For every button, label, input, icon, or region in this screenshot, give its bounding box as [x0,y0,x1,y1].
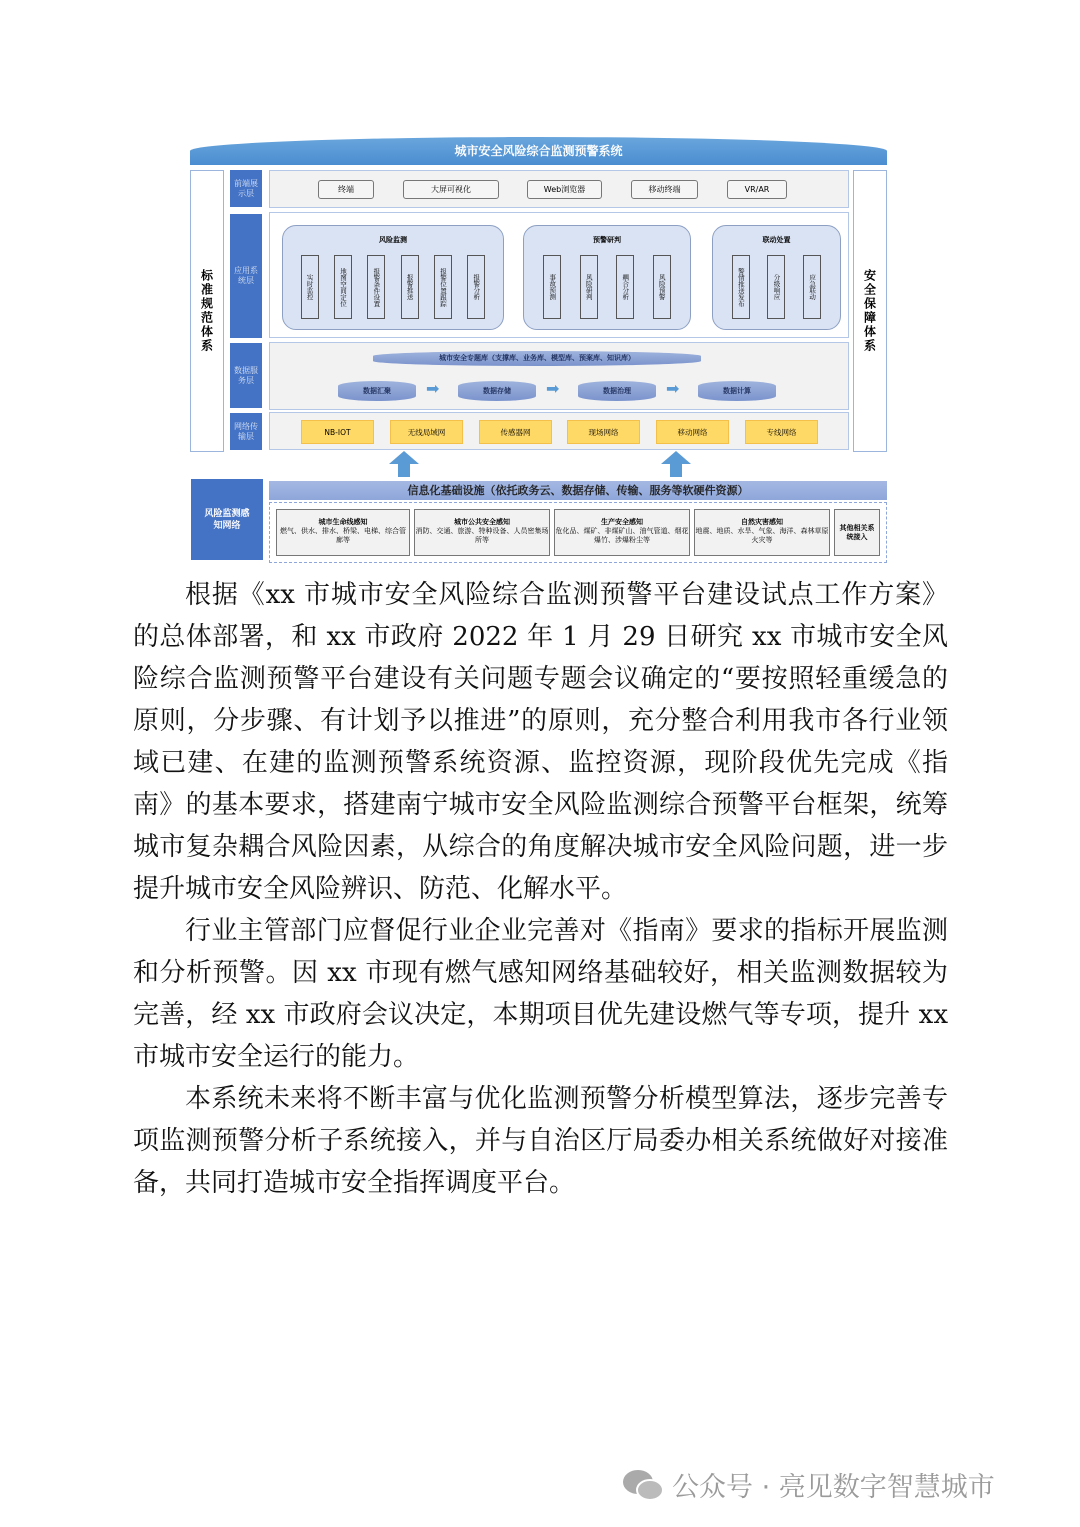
module: 分级响应 [767,255,785,319]
sensing-item: 其他相关系统接入 [834,509,880,556]
layer-front: 前端展示层 [230,170,262,207]
group-title: 联动处置 [762,236,791,244]
layer-network: 网络传输层 [230,413,262,450]
data-step: 数据汇聚 [338,381,416,401]
network-item: 现场网络 [567,420,640,444]
sensing-item: 自然灾害感知 地震、地质、水旱、气象、海洋、森林草原火灾等 [694,509,830,556]
module: 应急联动 [803,255,821,319]
app-panel [269,212,849,338]
arrow-right-icon: ➡ [546,379,560,398]
sensing-item: 城市生命线感知 燃气、供水、排水、桥梁、电梯、综合管廊等 [276,509,410,556]
module: 耦合分析 [616,255,634,319]
wechat-icon [622,1468,664,1502]
paragraph: 行业主管部门应督促行业企业完善对《指南》要求的指标开展监测和分析预警。因 xx 市现有燃气感知网络基础较好，相关监测数据较为完善，经 xx 市政府会议决定，本期项目优先建设燃气等专项，提升 xx 市城市安全运行的能力。 [133,916,948,1072]
layer-app: 应用系统层 [230,214,262,338]
group-title: 预警研判 [593,236,621,244]
group-linkage [712,225,841,330]
topic-database: 城市安全专题库（支撑库、业务库、模型库、预案库、知识库） [373,351,701,366]
module: 警情推送发布 [732,255,750,319]
arrow-right-icon: ➡ [426,379,440,398]
data-step: 数据计算 [698,381,776,401]
data-panel [269,342,849,410]
paragraph: 本系统未来将不断丰富与优化监测预警分析模型算法，逐步完善专项监测预警分析子系统接入，并与自治区厅局委办相关系统做好对接准备，共同打造城市安全指挥调度平台。 [133,1084,948,1198]
front-panel [269,170,849,208]
network-item: 传感器网 [479,420,552,444]
data-step: 数据存储 [458,381,536,401]
sensing-network-label: 风险监测感知网络 [191,479,263,560]
data-step: 数据治理 [578,381,656,401]
arrow-up-icon [661,451,691,477]
sensing-panel [269,502,887,563]
left-pillar: 标准规范体系 [190,170,224,452]
module: 风险研判 [580,255,598,319]
module: 风险预警 [653,255,671,319]
module: 实时监控 [301,255,319,319]
sensing-item: 城市公共安全感知 消防、交通、旅游、特种设备、人员密集场所等 [414,509,550,556]
watermark-text: 公众号 · 亮见数字智慧城市 [672,1472,995,1503]
front-item: 终端 [318,180,374,199]
module: 报警位置跟踪 [434,255,452,319]
network-item: NB-IOT [301,420,374,444]
group-warning-analysis [523,225,691,330]
front-item: VR/AR [727,180,787,199]
sensing-item: 生产安全感知 危化品、煤矿、非煤矿山、油气管道、烟花爆竹、涉爆粉尘等 [554,509,690,556]
module: 报警推送 [401,255,419,319]
front-item: 移动终端 [631,180,698,199]
front-item: Web浏览器 [527,180,602,199]
module: 报警条件设置 [367,255,385,319]
module: 地图空间定位 [334,255,352,319]
arrow-right-icon: ➡ [666,379,680,398]
group-risk-monitoring [282,225,504,330]
module: 事故预测 [543,255,561,319]
diagram-title: 城市安全风险综合监测预警系统 [190,137,887,165]
group-title: 风险监测 [379,236,407,244]
right-pillar: 安全保障体系 [853,170,887,452]
watermark [622,1465,995,1504]
arrow-up-icon [389,451,419,477]
network-item: 专线网络 [745,420,818,444]
network-item: 移动网络 [656,420,729,444]
module: 报警分析 [467,255,485,319]
network-panel [269,412,849,450]
infrastructure-bar: 信息化基础设施（依托政务云、数据存储、传输、服务等软硬件资源） [269,481,887,500]
paragraph: 根据《xx 市城市安全风险综合监测预警平台建设试点工作方案》的总体部署，和 xx 市政府 2022 年 1 月 29 日研究 xx 市城市安全风险综合监测预警平台建设有关问题专题会议确定的“要按照轻重缓急的原则，分步骤、有计划予以推进”的原则，充分整合利用我市各行业领域已建、在建的监测预警系统资源、监控资源，现阶段优先完成《指南》的基本要求，搭建南宁城市安全风险监测综合预警平台框架，统筹城市复杂耦合风险因素，从综合的角度解决城市安全风险问题，进一步提升城市安全风险辨识、防范、化解水平。 [133,580,948,904]
front-item: 大屏可视化 [403,180,499,199]
layer-data: 数据服务层 [230,343,262,408]
body-text [133,574,948,1204]
network-item: 无线局域网 [390,420,463,444]
